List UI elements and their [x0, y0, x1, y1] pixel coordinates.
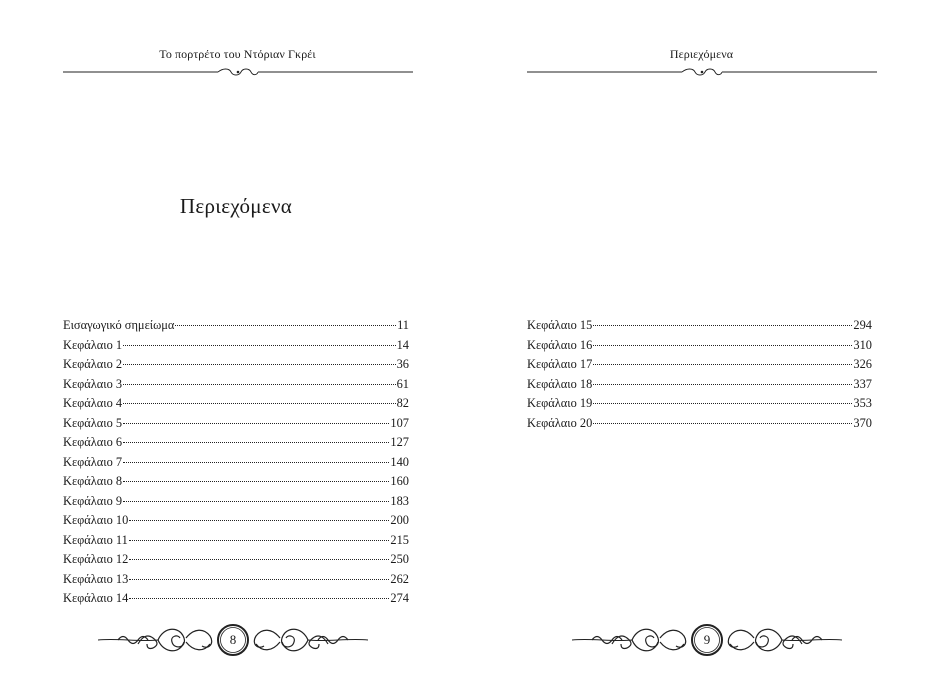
toc-entry-page: 200 — [390, 513, 409, 527]
toc-entry-page: 160 — [390, 474, 409, 488]
right-page — [470, 0, 939, 686]
toc-entry-page: 61 — [396, 376, 409, 391]
toc-entry-page: 353 — [853, 396, 872, 410]
dot-leader — [593, 423, 852, 424]
toc-entry[interactable] — [63, 570, 409, 590]
toc-entry-label: Κεφάλαιο 9 — [63, 493, 123, 508]
page-number: 8 — [229, 632, 237, 647]
dot-leader — [123, 481, 389, 482]
dot-leader — [593, 345, 852, 346]
dot-leader — [129, 579, 389, 580]
dot-leader — [593, 364, 852, 365]
dot-leader — [175, 325, 396, 326]
toc-entry-page: 310 — [853, 337, 872, 352]
toc-entry-page: 294 — [853, 318, 872, 332]
toc-entry-label: Κεφάλαιο 6 — [63, 435, 123, 449]
toc-entry[interactable] — [63, 394, 409, 414]
toc-entry-page: 274 — [390, 591, 409, 605]
toc-entry[interactable] — [527, 375, 872, 395]
table-of-contents — [63, 316, 409, 609]
toc-entry-label: Κεφάλαιο 13 — [63, 571, 129, 586]
toc-entry-label: Κεφάλαιο 19 — [527, 396, 593, 410]
toc-entry-label: Κεφάλαιο 17 — [527, 357, 593, 371]
dot-leader — [123, 345, 395, 346]
toc-entry[interactable] — [63, 414, 409, 434]
toc-entry-label: Κεφάλαιο 16 — [527, 337, 593, 352]
toc-entry-page: 140 — [390, 454, 409, 469]
toc-entry[interactable] — [63, 355, 409, 375]
toc-entry-label: Κεφάλαιο 18 — [527, 376, 593, 391]
header-ornament-rule — [527, 66, 877, 78]
toc-entry-page: 370 — [853, 415, 872, 430]
toc-entry[interactable] — [527, 414, 872, 434]
toc-entry[interactable] — [63, 336, 409, 356]
toc-entry[interactable] — [63, 375, 409, 395]
toc-entry[interactable] — [527, 316, 872, 336]
toc-entry-label: Κεφάλαιο 15 — [527, 318, 593, 332]
header-ornament-rule — [63, 66, 413, 78]
toc-entry-label: Κεφάλαιο 10 — [63, 513, 129, 527]
toc-entry[interactable] — [63, 453, 409, 473]
toc-entry[interactable] — [527, 355, 872, 375]
toc-entry-page: 107 — [390, 415, 409, 430]
toc-entry-label: Κεφάλαιο 11 — [63, 532, 128, 547]
dot-leader — [123, 462, 389, 463]
toc-entry-page: 36 — [396, 357, 409, 371]
toc-entry-page: 127 — [390, 435, 409, 449]
toc-entry-label: Κεφάλαιο 8 — [63, 474, 123, 488]
dot-leader — [123, 442, 389, 443]
toc-entry-label: Κεφάλαιο 7 — [63, 454, 123, 469]
dot-leader — [129, 559, 389, 560]
toc-entry[interactable] — [527, 336, 872, 356]
dot-leader — [123, 501, 389, 502]
toc-entry-label: Κεφάλαιο 4 — [63, 396, 123, 410]
toc-entry-label: Κεφάλαιο 5 — [63, 415, 123, 430]
dot-leader — [593, 384, 852, 385]
dot-leader — [123, 384, 395, 385]
toc-entry-page: 14 — [396, 337, 409, 352]
toc-entry-label: Κεφάλαιο 20 — [527, 415, 593, 430]
toc-entry[interactable] — [63, 433, 409, 453]
dot-leader — [129, 520, 389, 521]
toc-entry[interactable] — [63, 550, 409, 570]
toc-entry-page: 337 — [853, 376, 872, 391]
running-head-section-title: Περιεχόμενα — [669, 47, 734, 61]
page-title: Περιεχόμενα — [179, 194, 293, 218]
dot-leader — [123, 403, 395, 404]
page-number: 9 — [703, 632, 711, 647]
toc-entry-label: Κεφάλαιο 12 — [63, 552, 129, 566]
toc-entry-page: 262 — [390, 571, 409, 586]
dot-leader — [123, 423, 389, 424]
toc-entry-label: Κεφάλαιο 14 — [63, 591, 129, 605]
toc-entry-label: Κεφάλαιο 1 — [63, 337, 123, 352]
toc-entry[interactable] — [63, 511, 409, 531]
toc-entry-page: 250 — [390, 552, 409, 566]
toc-entry-page: 183 — [390, 493, 409, 508]
dot-leader — [129, 540, 390, 541]
dot-leader — [123, 364, 395, 365]
toc-entry[interactable] — [63, 316, 409, 336]
running-head-book-title: Το πορτρέτο του Ντόριαν Γκρέι — [159, 47, 316, 61]
dot-leader — [593, 403, 852, 404]
toc-entry-label: Κεφάλαιο 3 — [63, 376, 123, 391]
toc-entry-page: 326 — [853, 357, 872, 371]
dot-leader — [593, 325, 852, 326]
toc-entry-page: 82 — [396, 396, 409, 410]
toc-entry-label: Κεφάλαιο 2 — [63, 357, 123, 371]
toc-entry[interactable] — [63, 492, 409, 512]
toc-entry[interactable] — [63, 589, 409, 609]
toc-entry-label: Εισαγωγικό σημείωμα — [63, 318, 175, 332]
table-of-contents-continued — [527, 316, 872, 433]
toc-entry-page: 215 — [390, 532, 409, 547]
toc-entry[interactable] — [63, 531, 409, 551]
toc-entry[interactable] — [527, 394, 872, 414]
toc-entry[interactable] — [63, 472, 409, 492]
dot-leader — [129, 598, 389, 599]
toc-entry-page: 11 — [397, 318, 409, 332]
